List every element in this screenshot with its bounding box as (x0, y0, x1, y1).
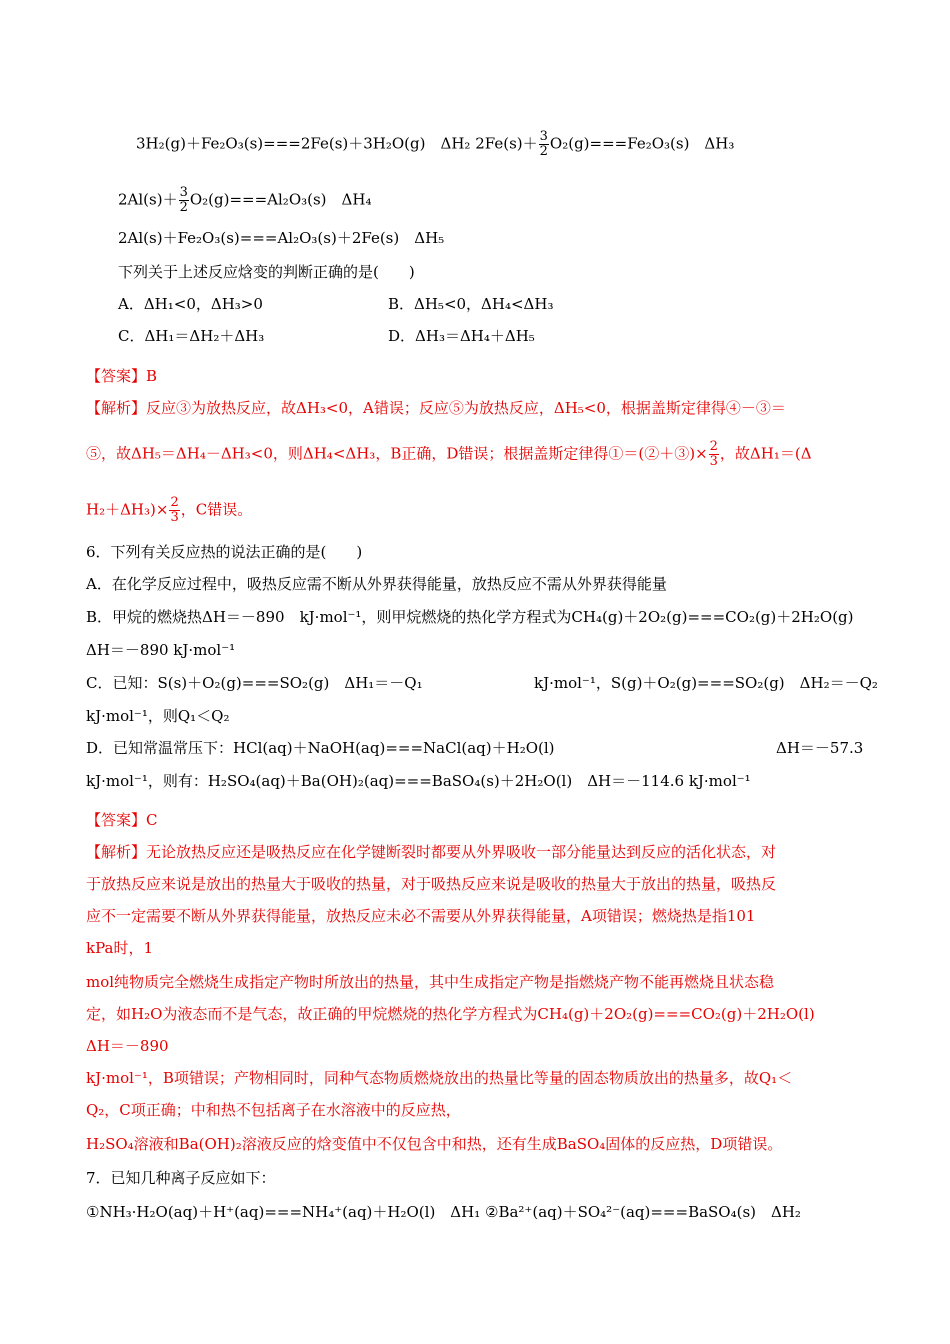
equation-3-part: 2Fe(s)＋ (475, 134, 538, 153)
explanation-q5-line1: 【解析】反应③为放热反应，故ΔH₃<0，A错误；反应⑤为放热反应，ΔH₅<0，根据盖斯定律得④－③＝ (86, 399, 786, 417)
q6-option-b-line1: B．甲烷的燃烧热ΔH＝－890 kJ·mol⁻¹，则甲烷燃烧的热化学方程式为CH₄(g)＋2O₂(g)===CO₂(g)＋2H₂O(g) (86, 608, 854, 626)
explanation-q6-line: 应不一定需要不断从外界获得能量，放热反应未必不需要从外界获得能量，A项错误；燃烧热是指101 (86, 907, 756, 925)
option-a: A．ΔH₁<0，ΔH₃>0 (118, 295, 263, 313)
explanation-q6-line: kPa时，1 (86, 939, 153, 957)
q6-option-d-line1b: ΔH＝－57.3 (776, 739, 864, 757)
q6-option-b-line2: ΔH＝－890 kJ·mol⁻¹ (86, 641, 236, 659)
explanation-q6-line: 【解析】无论放热反应还是吸热反应在化学键断裂时都要从外界吸收一部分能量达到反应的活化状态，对 (86, 843, 777, 861)
equation-4: 2Al(s)＋ $\frac{3}{2}$ O₂(g)===Al₂O₃(s) ΔH₄ (118, 185, 372, 215)
question-6-stem: 6．下列有关反应热的说法正确的是( ) (86, 543, 363, 561)
explanation-q6-line: mol纯物质完全燃烧生成指定产物时所放出的热量，其中生成指定产物是指燃烧产物不能再燃烧且状态稳 (86, 973, 775, 991)
equation-2-and-3 (136, 130, 734, 159)
explanation-q5-line3: H₂＋ΔH₃)× $\frac{2}{3}$ ，C错误。 (86, 495, 253, 525)
q6-option-d-line1a: D．已知常温常压下：HCl(aq)＋NaOH(aq)===NaCl(aq)＋H₂O(l) (86, 739, 555, 757)
fraction-3-2: $\frac{3}{2}$ (179, 185, 188, 215)
fraction-3-2: $\frac{3}{2}$ (539, 129, 548, 159)
equation-3-rest: O₂(g)===Fe₂O₃(s) ΔH₃ (549, 134, 735, 153)
equation-5: 2Al(s)＋Fe₂O₃(s)===Al₂O₃(s)＋2Fe(s) ΔH₅ (118, 229, 445, 247)
q6-option-c-line1a: C．已知：S(s)＋O₂(g)===SO₂(g) ΔH₁＝－Q₁ (86, 674, 423, 692)
explanation-q6-line: H₂SO₄溶液和Ba(OH)₂溶液反应的焓变值中不仅包含中和热，还有生成BaSO₄固体的反应热，D项错误。 (86, 1135, 783, 1153)
explanation-q6-line: 定，如H₂O为液态而不是气态，故正确的甲烷燃烧的热化学方程式为CH₄(g)＋2O₂(g)===CO₂(g)＋2H₂O(l) (86, 1005, 815, 1023)
explanation-q6-line: Q₂，C项正确；中和热不包括离子在水溶液中的反应热， (86, 1101, 461, 1119)
q6-option-a: A．在化学反应过程中，吸热反应需不断从外界获得能量，放热反应不需从外界获得能量 (86, 575, 667, 593)
fraction-2-3: $\frac{2}{3}$ (709, 439, 718, 469)
explanation-q6-line: kJ·mol⁻¹，B项错误；产物相同时，同种气态物质燃烧放出的热量比等量的固态物质放出的热量多，故Q₁＜ (86, 1069, 793, 1087)
explanation-q6-line: ΔH＝－890 (86, 1037, 169, 1055)
explanation-q6-line: 于放热反应来说是放出的热量大于吸收的热量，对于吸热反应来说是吸收的热量大于放出的热量，吸热反 (86, 875, 777, 893)
fraction-2-3: $\frac{2}{3}$ (170, 495, 179, 525)
option-d: D．ΔH₃＝ΔH₄＋ΔH₅ (388, 327, 535, 345)
question-5-stem: 下列关于上述反应焓变的判断正确的是( ) (118, 263, 415, 281)
explanation-q5-line2: ⑤，故ΔH₅＝ΔH₄－ΔH₃<0，则ΔH₄<ΔH₃，B正确，D错误；根据盖斯定律得①＝(②＋③)× $\frac{2}{3}$ ，故ΔH₁＝(Δ (86, 439, 812, 469)
q6-option-c-line1b: kJ·mol⁻¹，S(g)＋O₂(g)===SO₂(g) ΔH₂＝－Q₂ (534, 674, 878, 692)
equation-2: 3H₂(g)＋Fe₂O₃(s)===2Fe(s)＋3H₂O(g) ΔH₂ (136, 134, 471, 153)
q6-option-d-line2: kJ·mol⁻¹，则有：H₂SO₄(aq)＋Ba(OH)₂(aq)===BaSO₄(s)＋2H₂O(l) ΔH＝－114.6 kJ·mol⁻¹ (86, 772, 751, 790)
question-7-stem: 7．已知几种离子反应如下： (86, 1169, 276, 1187)
q6-option-c-line2: kJ·mol⁻¹，则Q₁＜Q₂ (86, 707, 230, 725)
answer-q5: 【答案】B (86, 367, 158, 385)
option-b: B．ΔH₅<0，ΔH₄<ΔH₃ (388, 295, 554, 313)
option-c: C．ΔH₁＝ΔH₂＋ΔH₃ (118, 327, 265, 345)
answer-q6: 【答案】C (86, 811, 158, 829)
question-7-equations: ①NH₃·H₂O(aq)＋H⁺(aq)===NH₄⁺(aq)＋H₂O(l) ΔH₁ ②Ba²⁺(aq)＋SO₄²⁻(aq)===BaSO₄(s) ΔH₂ (86, 1203, 801, 1221)
